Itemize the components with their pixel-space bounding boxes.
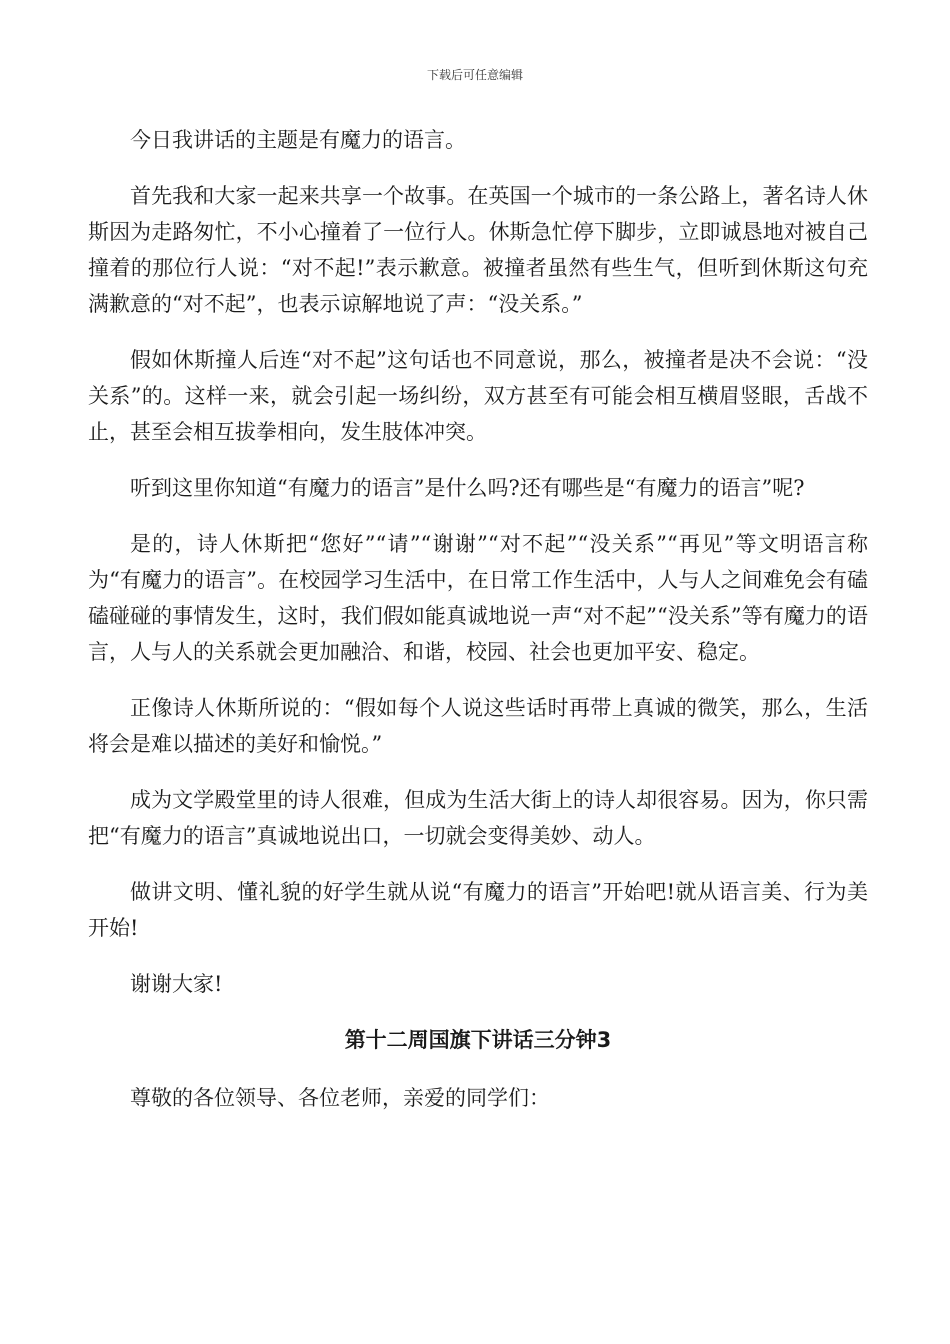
paragraph-poet: 成为文学殿堂里的诗人很难，但成为生活大街上的诗人却很容易。因为，你只需把“有魔力的语言”真诚地说出口，一切就会变得美妙、动人。 [88, 788, 868, 848]
paragraph-topic: 今日我讲话的主题是有魔力的语言。 [130, 128, 466, 152]
paragraph-question: 听到这里你知道“有魔力的语言”是什么吗?还有哪些是“有魔力的语言”呢? [130, 476, 805, 500]
paragraph-greeting: 尊敬的各位领导、各位老师，亲爱的同学们： [130, 1086, 550, 1110]
paragraph-explanation: 是的，诗人休斯把“您好”“请”“谢谢”“对不起”“没关系”“再见”等文明语言称为“有魔力的语言”。在校园学习生活中，在日常工作生活中，人与人之间难免会有磕磕碰碰的事情发生，这时，我们假如能真诚地说一声“对不起”“没关系”等有魔力的语言，人与人的关系就会更加融洽、和谐，校园、社会也更加平安、稳定。 [88, 532, 868, 664]
paragraph-thanks: 谢谢大家! [130, 972, 223, 996]
paragraph-call-to-action: 做讲文明、懂礼貌的好学生就从说“有魔力的语言”开始吧!就从语言美、行为美开始! [88, 880, 868, 940]
section-title: 第十二周国旗下讲话三分钟3 [344, 1028, 612, 1052]
paragraph-story: 首先我和大家一起来共享一个故事。在英国一个城市的一条公路上，著名诗人休斯因为走路匆忙，不小心撞着了一位行人。休斯急忙停下脚步，立即诚恳地对被自己撞着的那位行人说：“对不起!”表示歉意。被撞者虽然有些生气，但听到休斯这句充满歉意的“对不起”，也表示谅解地说了声：“没关系。” [88, 184, 868, 316]
document-body [88, 122, 868, 1136]
page-header: 下载后可任意编辑 [426, 68, 523, 82]
paragraph-consequence: 假如休斯撞人后连“对不起”这句话也不同意说，那么，被撞者是决不会说：“没关系”的。这样一来，就会引起一场纠纷，双方甚至有可能会相互横眉竖眼，舌战不止，甚至会相互拔拳相向，发生肢体冲突。 [88, 348, 868, 444]
paragraph-quote: 正像诗人休斯所说的：“假如每个人说这些话时再带上真诚的微笑，那么，生活将会是难以描述的美好和愉悦。” [88, 696, 868, 756]
